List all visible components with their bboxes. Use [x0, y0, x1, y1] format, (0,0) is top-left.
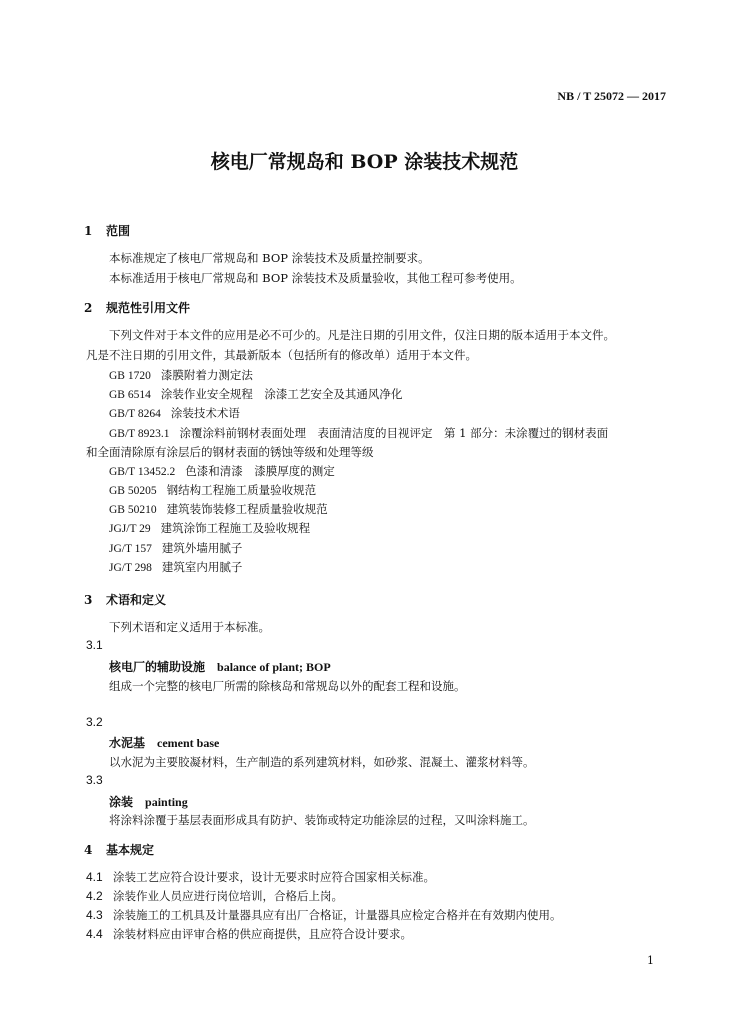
- references-intro-line-1: 下列文件对于本文件的应用是必不可少的。凡是注日期的引用文件，仅注日期的版本适用于本文件。: [109, 328, 615, 342]
- reference-item: [109, 367, 253, 383]
- term-definition: 以水泥为主要胶凝材料，生产制造的系列建筑材料，如砂浆、混凝土、灌浆材料等。: [109, 755, 535, 769]
- reference-code: GB 6514: [109, 389, 151, 401]
- reference-title: 漆膜附着力测定法: [160, 368, 253, 382]
- section-title: 规范性引用文件: [106, 301, 191, 315]
- section-heading-references: [84, 299, 190, 316]
- reference-item: [109, 540, 242, 556]
- rule-number: 4.1: [86, 870, 103, 884]
- section-title: 术语和定义: [106, 593, 167, 607]
- reference-item: [109, 482, 316, 498]
- reference-title: 色漆和清漆 漆膜厚度的测定: [185, 464, 335, 478]
- term-definition: 将涂料涂覆于基层表面形成具有防护、装饰或特定功能涂层的过程，又叫涂料施工。: [109, 813, 535, 827]
- section-number: 4: [84, 843, 93, 857]
- document-title: 核电厂常规岛和 BOP 涂装技术规范: [210, 151, 519, 173]
- reference-title: 涂覆涂料前钢材表面处理 表面清洁度的目视评定 第 1 部分：未涂覆过的钢材表面: [179, 426, 609, 440]
- section-title: 基本规定: [106, 843, 155, 857]
- term-zh: 核电厂的辅助设施: [109, 660, 206, 674]
- scope-paragraph-1: 本标准规定了核电厂常规岛和 BOP 涂装技术及质量控制要求。: [109, 251, 430, 265]
- reference-code: GB 50210: [109, 504, 157, 516]
- term-en: cement base: [157, 736, 220, 750]
- term-en: balance of plant; BOP: [217, 660, 331, 674]
- reference-title: 建筑涂饰工程施工及验收规程: [160, 521, 311, 535]
- rule-item: [86, 869, 435, 885]
- section-number: 3: [84, 593, 93, 607]
- reference-item: [109, 501, 328, 517]
- term-definition: 组成一个完整的核电厂所需的除核岛和常规岛以外的配套工程和设施。: [109, 679, 466, 693]
- rule-item: [86, 907, 562, 923]
- section-number: 1: [84, 224, 93, 238]
- rule-item: [86, 888, 343, 904]
- reference-item: [109, 405, 240, 421]
- term-heading: [109, 658, 331, 675]
- reference-title: 钢结构工程施工质量验收规范: [166, 483, 317, 497]
- reference-code: GB 1720: [109, 370, 151, 382]
- reference-item: [109, 386, 402, 402]
- rule-text: 涂装材料应由评审合格的供应商提供，且应符合设计要求。: [113, 927, 412, 941]
- term-zh: 涂装: [109, 795, 134, 809]
- term-number: 3.1: [86, 638, 103, 652]
- section-heading-scope: [84, 222, 130, 239]
- term-heading: [109, 793, 188, 810]
- reference-code: GB/T 13452.2: [109, 466, 176, 478]
- reference-code: JG/T 298: [109, 562, 152, 574]
- reference-item: [109, 463, 335, 479]
- section-number: 2: [84, 301, 93, 315]
- section-heading-terms: [84, 591, 166, 608]
- reference-title: 建筑装饰装修工程质量验收规范: [166, 502, 328, 516]
- term-number: 3.3: [86, 773, 103, 787]
- reference-title: 涂装作业安全规程 涂漆工艺安全及其通风净化: [160, 387, 403, 401]
- section-heading-basic: [84, 841, 154, 858]
- rule-number: 4.2: [86, 889, 103, 903]
- section-title: 范围: [106, 224, 131, 238]
- standard-number: NB / T 25072 — 2017: [557, 89, 666, 103]
- rule-text: 涂装施工的工机具及计量器具应有出厂合格证，计量器具应检定合格并在有效期内使用。: [113, 908, 562, 922]
- term-heading: [109, 734, 219, 751]
- rule-text: 涂装工艺应符合设计要求，设计无要求时应符合国家相关标准。: [113, 870, 435, 884]
- rule-number: 4.3: [86, 908, 103, 922]
- reference-item: [109, 520, 310, 536]
- rule-number: 4.4: [86, 927, 103, 941]
- term-en: painting: [145, 795, 188, 809]
- page-number: 1: [647, 954, 654, 967]
- reference-title: 建筑外墙用腻子: [161, 541, 243, 555]
- reference-code: GB/T 8264: [109, 408, 161, 420]
- reference-code: JG/T 157: [109, 543, 152, 555]
- reference-item: [109, 559, 242, 575]
- rule-text: 涂装作业人员应进行岗位培训，合格后上岗。: [113, 889, 343, 903]
- scope-paragraph-2: 本标准适用于核电厂常规岛和 BOP 涂装技术及质量验收，其他工程可参考使用。: [109, 271, 522, 285]
- term-number: 3.2: [86, 715, 103, 729]
- rule-item: [86, 926, 412, 942]
- reference-item: [109, 425, 608, 441]
- reference-code: GB/T 8923.1: [109, 428, 170, 440]
- reference-item-continuation: 和全面清除原有涂层后的钢材表面的锈蚀等级和处理等级: [86, 445, 374, 459]
- terms-intro: 下列术语和定义适用于本标准。: [109, 620, 270, 634]
- references-intro-line-2: 凡是不注日期的引用文件，其最新版本（包括所有的修改单）适用于本文件。: [86, 348, 477, 362]
- reference-code: JGJ/T 29: [109, 523, 151, 535]
- reference-code: GB 50205: [109, 485, 157, 497]
- reference-title: 涂装技术术语: [170, 406, 240, 420]
- term-zh: 水泥基: [109, 736, 146, 750]
- reference-title: 建筑室内用腻子: [161, 560, 243, 574]
